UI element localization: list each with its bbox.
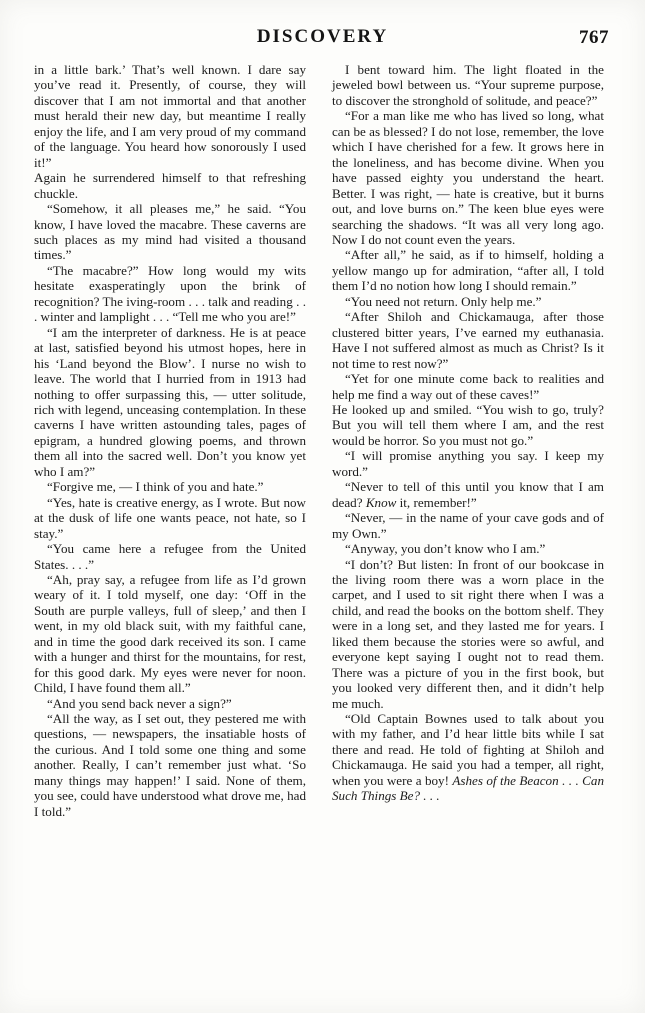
page-title: DISCOVERY (256, 26, 389, 47)
paragraph: in a little bark.’ That’s well known. I dare say you’ve read it. Presently, of course, they will discover that I am not immortal and that another must herald their new day, but meantime I really enjoy the life, and I am very proud of my command of the language. You heard how sonorously I used it!” (34, 62, 306, 170)
paragraph: “After Shiloh and Chickamauga, after those clustered bitter years, I’ve earned my euthanasia. Have I not suffered almost as much as Christ? Is it not time to rest now?” (332, 309, 604, 371)
paragraph: “Yes, hate is creative energy, as I wrote. But now at the dusk of life one wants peace, not hate, so I stay.” (34, 494, 306, 541)
paragraph: “And you send back never a sign?” (47, 695, 232, 711)
paragraph: “I will promise anything you say. I keep my word.” (332, 448, 604, 479)
paragraph: “You need not return. Only help me.” (345, 293, 542, 309)
paragraph: “All the way, as I set out, they pestered me with questions, — newspapers, the insatiable hosts of the curious. And I told some one thing and some another. Really, I can’t remember just what. ‘So many things may happen!’ I said. None of them, you see, could have understood what drove me, had I told.” (34, 711, 306, 819)
paragraph: “You came here a refugee from the United States. . . .” (34, 541, 306, 572)
paragraph: “Old Captain Bownes used to talk about you with my father, and I’d hear little bits while I sat there and read. He told of fighting at Shiloh and Chickamauga. He said you had a temper, all right, when you were a boy! Ashes of the Beacon . . . Can Such Things Be? . . . (332, 711, 605, 804)
paragraph: Again he surrendered himself to that refreshing chuckle. (34, 170, 306, 201)
page-number: 767 (579, 27, 609, 48)
text-columns (34, 62, 611, 819)
left-column (34, 62, 306, 819)
paragraph: “Anyway, you don’t know who I am.” (345, 541, 546, 557)
running-head (34, 26, 611, 56)
paragraph: “For a man like me who has lived so long, what can be as blessed? I do not lose, remember, the love which I have cherished for a few. It grows here in the loneliness, and has become divine. When you have passed eighty you understand the heart. Better. I was right, — hate is creative, but it burns out, and love burns on.” The keen blue eyes were searching the shadows. “It was all very long ago. Now I do not count even the years. (332, 108, 604, 247)
paragraph: He looked up and smiled. “You wish to go, truly? But you will tell them where I am, and the rest would be horror. So you must not go.” (332, 401, 604, 448)
paragraph: “I am the interpreter of darkness. He is at peace at last, satisfied beyond his utmost hopes, here in his ‘Land beyond the Blow’. I nurse no wish to leave. The world that I hurried from in 1913 had nothing to offer surpassing this, — utter solitude, rich with legend, unceasing contemplation. In these caverns I have written astounding tales, pages of epigram, a hundred glowing poems, and thrown them all into the sacred well. Don’t you know yet who I am?” (34, 324, 306, 479)
paragraph: “The macabre?” How long would my wits hesitate exasperatingly upon the brink of recognition? The iving-room . . . talk and reading . . . winter and lamplight . . . “Tell me who you are!” (34, 262, 306, 325)
right-column (332, 62, 604, 804)
paragraph: “Forgive me, — I think of you and hate.” (47, 479, 264, 495)
paragraph: “I don’t? But listen: In front of our bookcase in the living room there was a worn place in the carpet, and I used to sit right there when I was a child, and read the books on the bottom shelf. They were in a long set, and they lasted me for years. I liked them because the stories were so awful, and everyone kept saying I ought not to read them. There was a picture of you in the first book, but you looked very different then, and it didn’t help me much. (332, 556, 604, 711)
paragraph: “After all,” he said, as if to himself, holding a yellow mango up for admiration, “after all, I told them I’d no notion how long I should remain.” (332, 247, 604, 294)
paragraph: “Somehow, it all pleases me,” he said. “You know, I have loved the macabre. These caverns are such places as my mind had visited a thousand times.” (34, 201, 306, 263)
paragraph: “Ah, pray say, a refugee from life as I’d grown weary of it. I told myself, one day: ‘Off in the South are purple valleys, full of sleep,’ and then I went, in my old black suit, with my faithful cane, and in time the good dark received its son. I came with a hunger and thirst for the mountains, for rest, for this good dark. My eyes were never for noon. Child, I have found them all.” (34, 571, 306, 696)
paragraph: I bent toward him. The light floated in the jeweled bowl between us. “Your supreme purpose, to discover the stronghold of solitude, and peace?” (332, 62, 604, 108)
paragraph: “Yet for one minute come back to realities and help me find a way out of these caves!” (332, 371, 604, 402)
paragraph: “Never, — in the name of your cave gods and of my Own.” (332, 510, 604, 541)
paragraph: “Never to tell of this until you know that I am dead? Know it, remember!” (332, 479, 604, 510)
